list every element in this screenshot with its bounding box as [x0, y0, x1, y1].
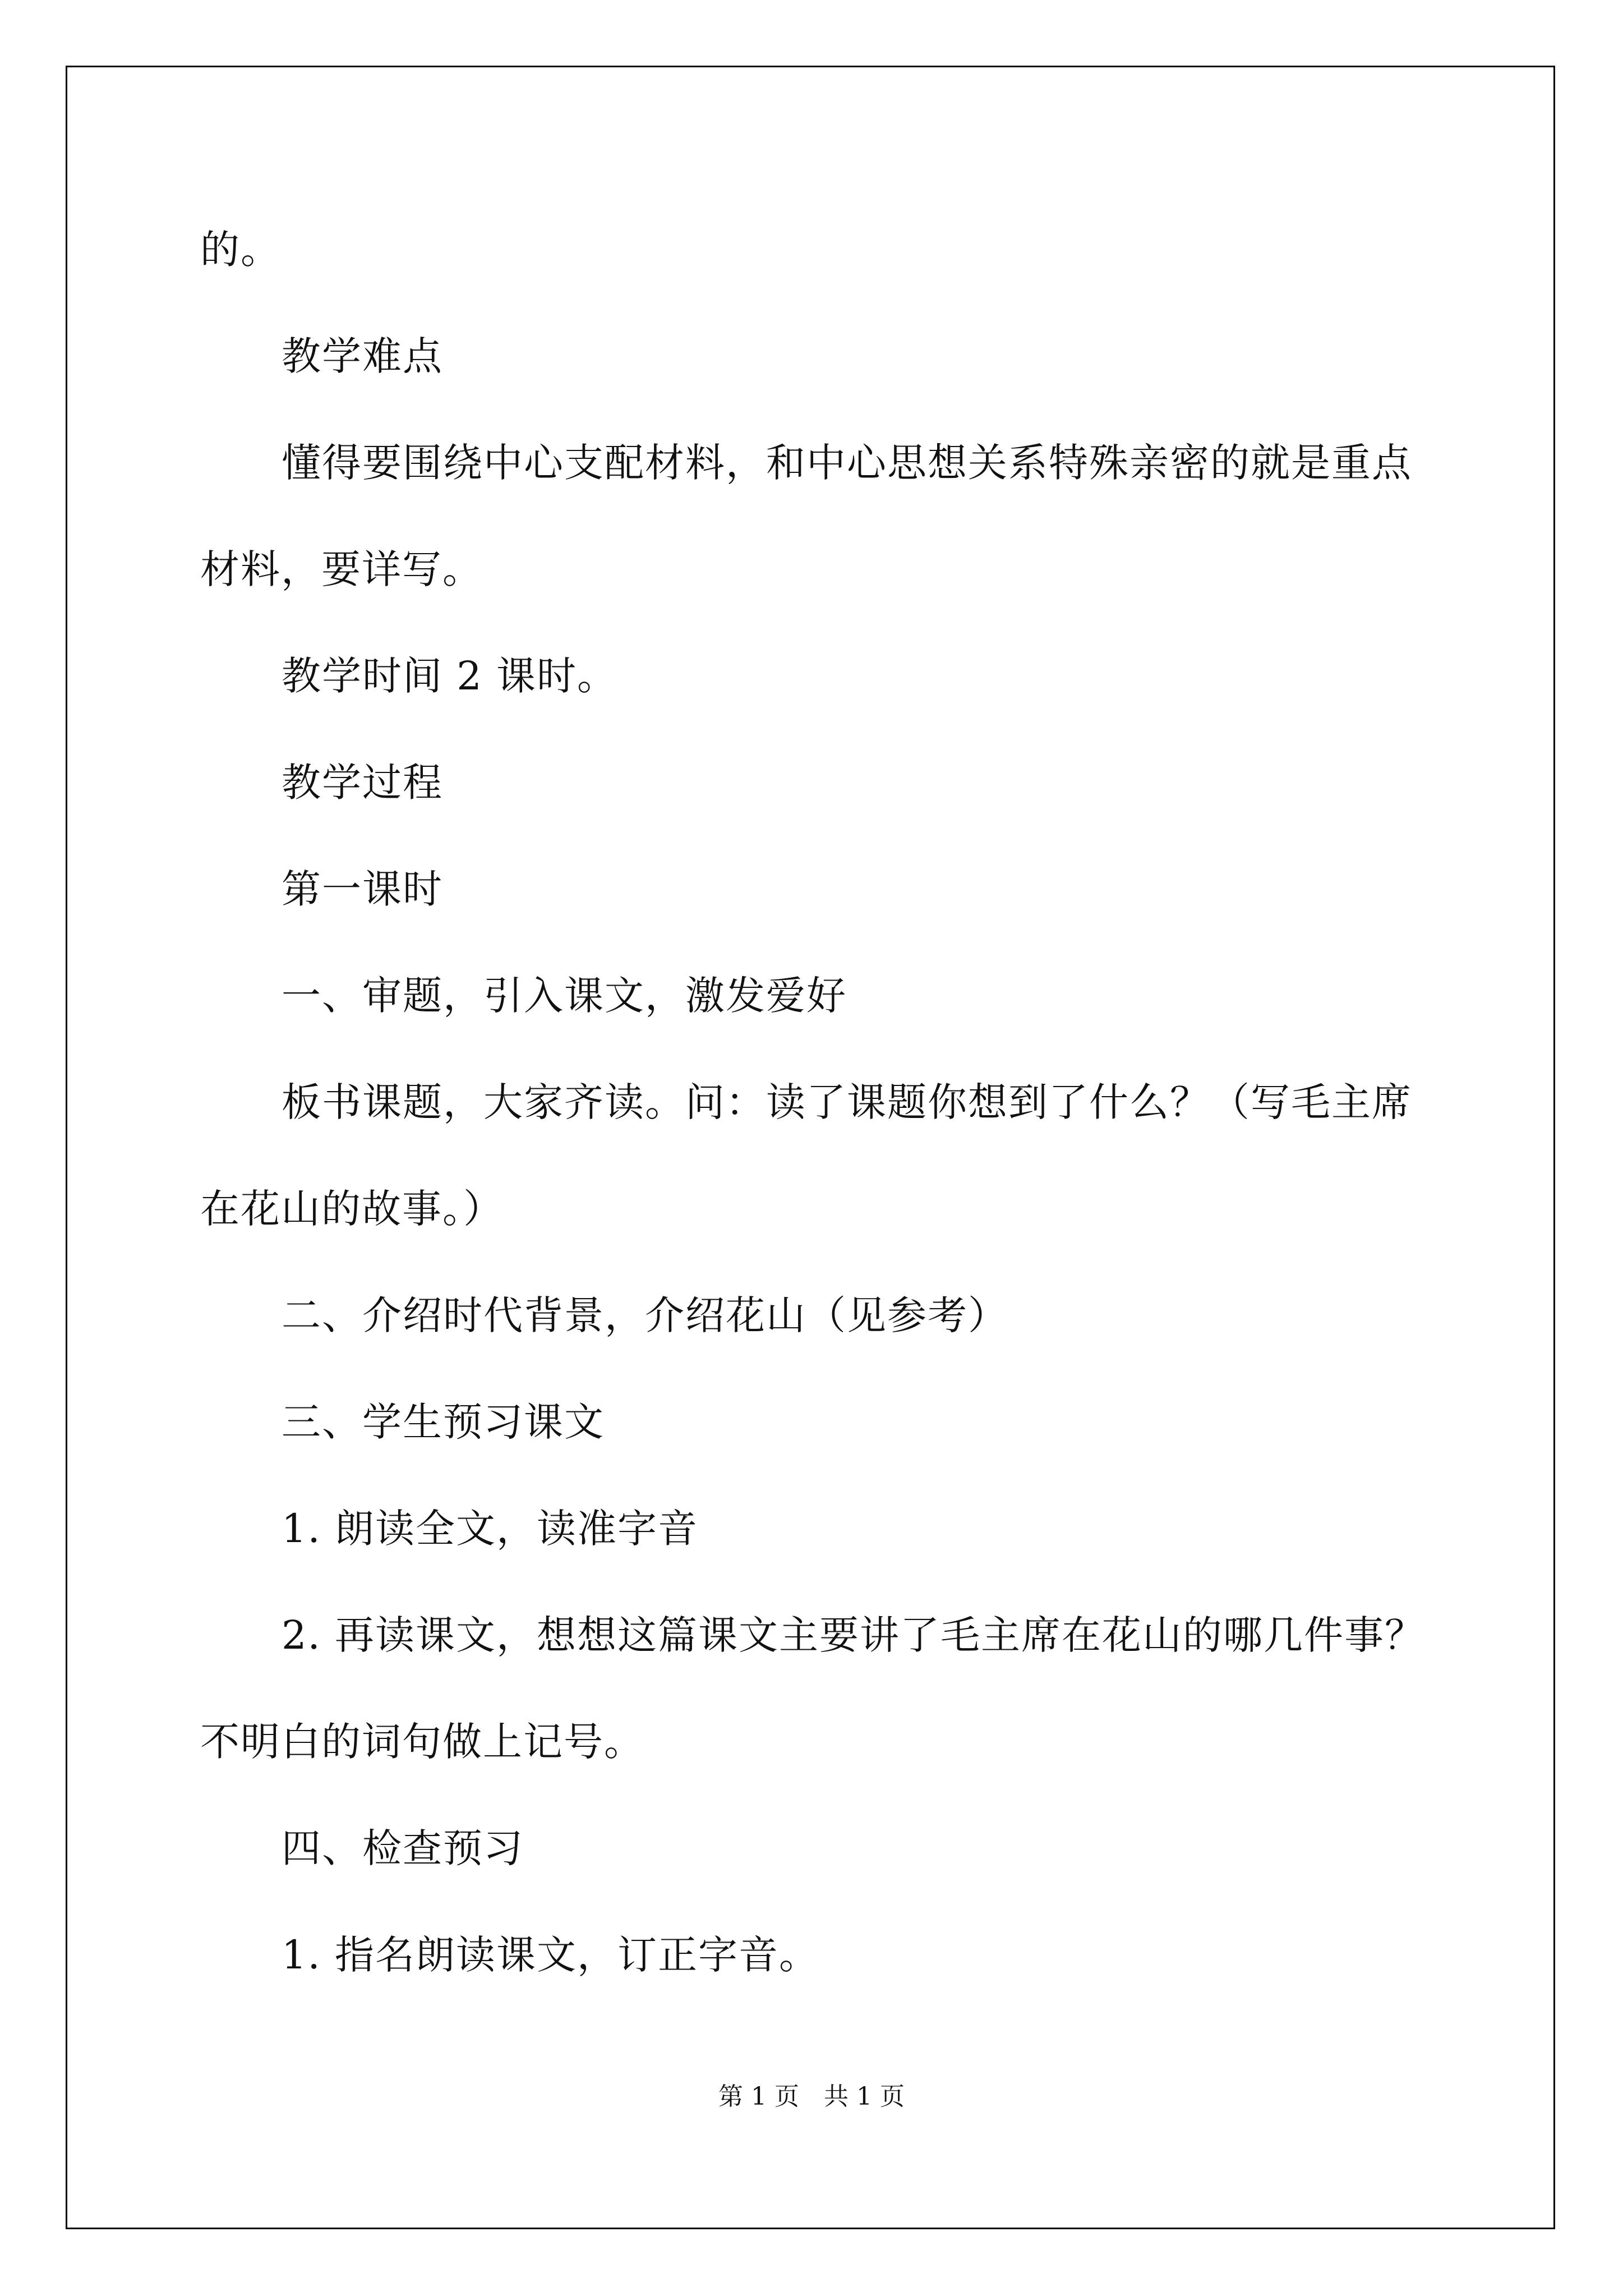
list-heading-1: 一、审题，引入课文，激发爱好 [282, 973, 847, 1019]
section-heading-difficulty: 教学难点 [282, 333, 443, 379]
page-border [66, 66, 1555, 2229]
list-heading-4: 四、检查预习 [282, 1825, 524, 1871]
list-heading-3: 三、学生预习课文 [282, 1399, 605, 1445]
section-heading-lesson-one: 第一课时 [282, 866, 443, 912]
page-footer: 第 1 页 共 1 页 [718, 2082, 905, 2111]
paragraph-line: 教学时间 2 课时。 [282, 653, 618, 699]
paragraph-line: 板书课题，大家齐读。问：读了课题你想到了什么？（写毛主席 [282, 1079, 1412, 1125]
list-item: 1. 朗读全文，读准字音 [282, 1506, 699, 1552]
paragraph-line: 懂得要围绕中心支配材料，和中心思想关系特殊亲密的就是重点 [282, 440, 1412, 486]
section-heading-process: 教学过程 [282, 760, 443, 806]
paragraph-line: 在花山的故事。） [200, 1186, 504, 1232]
list-heading-2: 二、介绍时代背景，介绍花山（见参考） [282, 1292, 1008, 1338]
paragraph-line: 的。 [200, 227, 281, 273]
paragraph-line: 不明白的词句做上记号。 [200, 1719, 644, 1765]
paragraph-line: 材料，要详写。 [200, 546, 483, 592]
list-item: 1. 指名朗读课文，订正字音。 [282, 1932, 820, 1978]
list-item: 2. 再读课文，想想这篇课文主要讲了毛主席在花山的哪几件事？ [282, 1612, 1426, 1658]
